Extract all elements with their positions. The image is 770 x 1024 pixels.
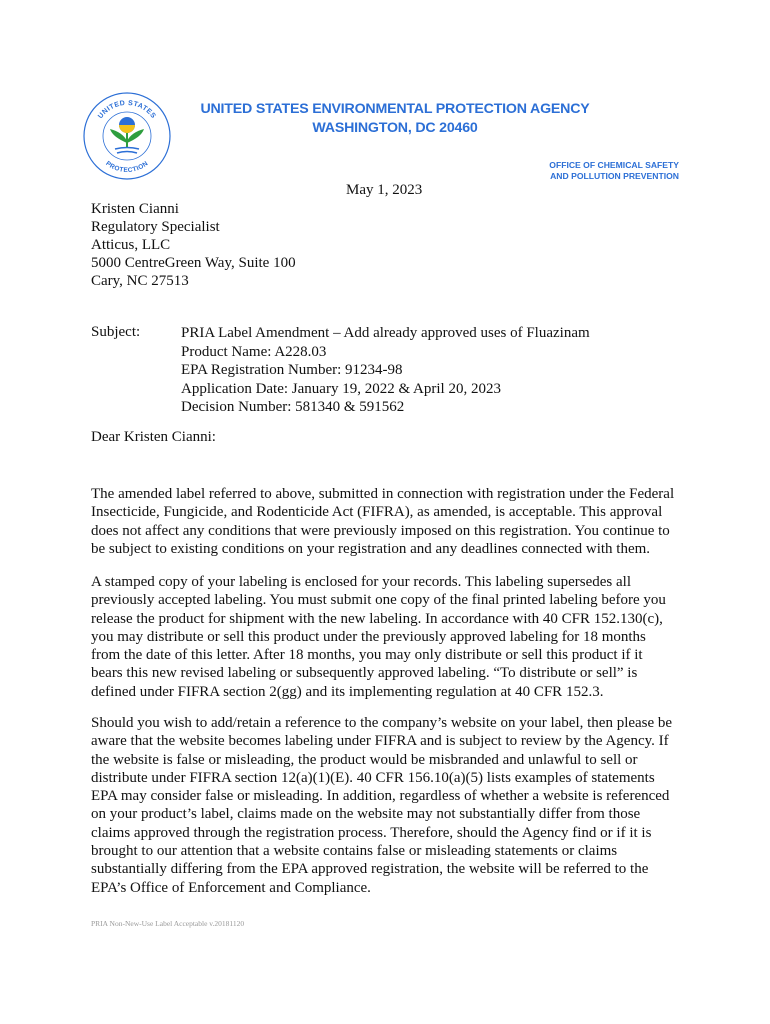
paragraph-line: Insecticide, Fungicide, and Rodenticide Act (FIFRA), as amended, is acceptable. This approval — [91, 504, 663, 521]
subject-line: Decision Number: 581340 & 591562 — [181, 399, 405, 415]
subject-label: Subject: — [91, 324, 141, 340]
office-name-line2: AND POLLUTION PREVENTION — [550, 171, 679, 181]
paragraph-line: release the product for shipment with the new labeling. In accordance with 40 CFR 152.130(c), — [91, 610, 663, 627]
paragraph-line: EPA’s Office of Enforcement and Compliance. — [91, 879, 371, 896]
paragraph-line: from the date of this letter. After 18 months, you may only distribute or sell this product if it — [91, 647, 643, 664]
subject-line: PRIA Label Amendment – Add already approved uses of Fluazinam — [181, 325, 590, 341]
recipient-line: Kristen Cianni — [91, 201, 179, 217]
salutation: Dear Kristen Cianni: — [91, 429, 216, 445]
paragraph-line: substantially differing from the EPA approved registration, the website will be referred to the — [91, 861, 649, 878]
subject-line: Product Name: A228.03 — [181, 343, 327, 360]
recipient-line: Cary, NC 27513 — [91, 273, 189, 289]
letter-date: May 1, 2023 — [346, 182, 423, 198]
subject-line: EPA Registration Number: 91234-98 — [181, 362, 403, 378]
paragraph-line: aware that the website becomes labeling under FIFRA and is subject to review by the Agency. If — [91, 733, 669, 750]
recipient-line: Atticus, LLC — [91, 237, 171, 253]
office-name-line1: OFFICE OF CHEMICAL SAFETY — [549, 160, 679, 170]
recipient-line: Regulatory Specialist — [91, 219, 220, 235]
paragraph-line: you may distribute or sell this product under the previously approved labeling for 18 months — [91, 628, 646, 645]
agency-address: WASHINGTON, DC 20460 — [312, 120, 478, 136]
subject-details — [181, 324, 590, 417]
paragraph-line: distribute under FIFRA section 12(a)(1)(E). 40 CFR 156.10(a)(5) lists examples of statements — [91, 769, 655, 786]
seal-text-top: UNITED STATES — [97, 99, 157, 121]
paragraph-line: claims approved through the registration process. Therefore, should the Agency find or if it is — [91, 824, 652, 841]
paragraph-line: on your product’s label, claims made on the website may not substantially differ from those — [91, 806, 641, 823]
paragraph-line: Should you wish to add/retain a reference to the company’s website on your label, then please be — [91, 715, 673, 731]
agency-name: UNITED STATES ENVIRONMENTAL PROTECTION AGENCY — [200, 101, 590, 117]
paragraph-line: A stamped copy of your labeling is enclosed for your records. This labeling supersedes all — [91, 574, 632, 590]
paragraph-line: EPA may consider false or misleading. In addition, regardless of whether a website is referenced — [91, 788, 670, 805]
paragraph-line: be subject to existing conditions on your registration and any deadlines connected with them. — [91, 540, 651, 557]
body-paragraph-1 — [91, 485, 683, 558]
subject-line: Application Date: January 19, 2022 & April 20, 2023 — [181, 380, 501, 397]
paragraph-line: bears this new revised labeling or subsequently approved labeling. “To distribute or sell” is — [91, 665, 638, 682]
recipient-line: 5000 CentreGreen Way, Suite 100 — [91, 255, 296, 271]
recipient-address — [91, 200, 296, 290]
footer-version-note: PRIA Non-New-Use Label Acceptable v.20181120 — [91, 919, 245, 928]
paragraph-line: brought to our attention that a website contains false or misleading statements or claims — [91, 843, 618, 860]
paragraph-line: The amended label referred to above, submitted in connection with registration under the Federal — [91, 486, 675, 502]
body-paragraph-2 — [91, 573, 683, 701]
paragraph-line: the website is false or misleading, the product would be misbranded and unlawful to sell or — [91, 751, 638, 768]
paragraph-line: defined under FIFRA section 2(gg) and its implementing regulation at 40 CFR 152.3. — [91, 683, 604, 700]
svg-text:PROTECTION — [104, 160, 149, 174]
paragraph-line: previously accepted labeling. You must submit one copy of the final printed labeling before you — [91, 592, 666, 609]
body-paragraph-3 — [91, 714, 683, 897]
paragraph-line: does not affect any conditions that were previously imposed on this registration. You continue to — [91, 522, 670, 539]
seal-text-bottom: PROTECTION — [104, 160, 150, 175]
